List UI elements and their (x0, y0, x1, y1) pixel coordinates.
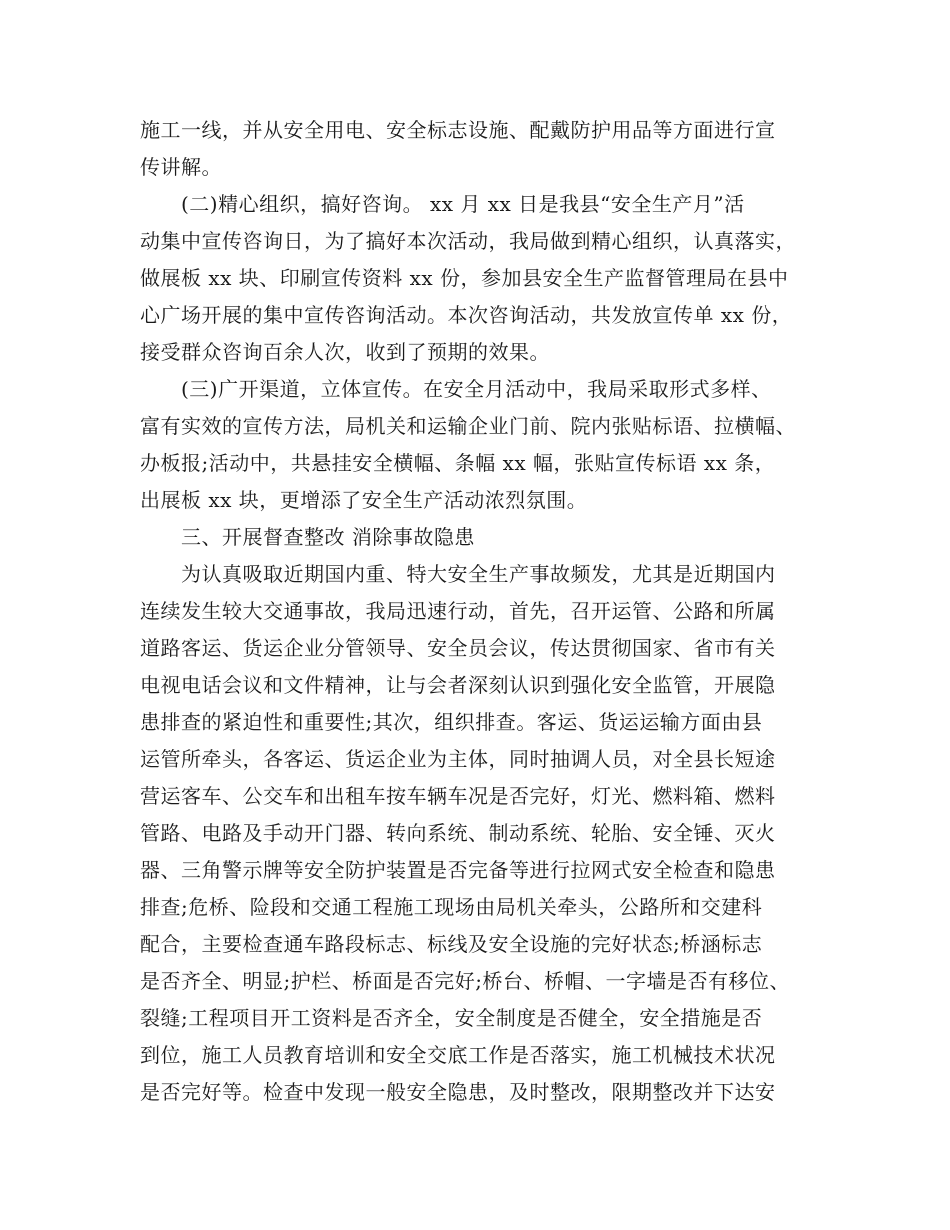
text-line: 管路、电路及手动开门器、转向系统、制动系统、轮胎、安全锤、灭火 (140, 821, 776, 845)
text-line: 电视电话会议和文件精神，让与会者深刻认识到强化安全监管，开展隐 (140, 673, 776, 697)
text-line: 是否齐全、明显;护栏、桥面是否完好;桥台、桥帽、一字墙是否有移位、 (140, 969, 790, 993)
text-line: 运管所牵头，各客运、货运企业为主体，同时抽调人员，对全县长短途 (140, 747, 776, 771)
text-line: 施工一线，并从安全用电、安全标志设施、配戴防护用品等方面进行宣 (140, 118, 776, 142)
paragraph-start: (二)精心组织，搞好咨询。 xx 月 xx 日是我县“安全生产月”活 (181, 192, 745, 216)
section-heading: 三、开展督查整改 消除事故隐患 (181, 525, 475, 549)
text-line: 办板报;活动中，共悬挂安全横幅、条幅 xx 幅，张贴宣传标语 xx 条， (140, 451, 776, 475)
text-line: 心广场开展的集中宣传咨询活动。本次咨询活动，共发放宣传单 xx 份， (140, 303, 793, 327)
document-body (140, 112, 830, 1111)
text-line: 器、三角警示牌等安全防护装置是否完备等进行拉网式安全检查和隐患 (140, 858, 776, 882)
paragraph-start: (三)广开渠道，立体宣传。在安全月活动中，我局采取形式多样、 (181, 377, 772, 401)
paragraph-start: 为认真吸取近期国内重、特大安全生产事故频发，尤其是近期国内 (181, 562, 776, 586)
text-line: 营运客车、公交车和出租车按车辆车况是否完好，灯光、燃料箱、燃料 (140, 784, 776, 808)
text-line: 接受群众咨询百余人次，收到了预期的效果。 (140, 340, 550, 364)
text-line: 富有实效的宣传方法，局机关和运输企业门前、院内张贴标语、拉横幅、 (140, 414, 796, 438)
text-line: 排查;危桥、险段和交通工程施工现场由局机关牵头，公路所和交建科 (140, 895, 763, 919)
text-line: 是否完好等。检查中发现一般安全隐患，及时整改，限期整改并下达安 (140, 1080, 776, 1104)
text-line: 患排查的紧迫性和重要性;其次，组织排查。客运、货运运输方面由县 (140, 710, 763, 734)
text-line: 做展板 xx 块、印刷宣传资料 xx 份，参加县安全生产监督管理局在县中 (140, 266, 789, 290)
text-line: 动集中宣传咨询日，为了搞好本次活动，我局做到精心组织，认真落实， (140, 229, 796, 253)
text-line: 到位，施工人员教育培训和安全交底工作是否落实，施工机械技术状况 (140, 1043, 776, 1067)
text-line: 连续发生较大交通事故，我局迅速行动，首先，召开运管、公路和所属 (140, 599, 776, 623)
text-line: 配合，主要检查通车路段标志、标线及安全设施的完好状态;桥涵标志 (140, 932, 763, 956)
text-line: 出展板 xx 块，更增添了安全生产活动浓烈氛围。 (140, 488, 588, 512)
text-line: 裂缝;工程项目开工资料是否齐全，安全制度是否健全，安全措施是否 (140, 1006, 763, 1030)
text-line: 传讲解。 (140, 155, 222, 179)
text-line: 道路客运、货运企业分管领导、安全员会议，传达贯彻国家、省市有关 (140, 636, 776, 660)
